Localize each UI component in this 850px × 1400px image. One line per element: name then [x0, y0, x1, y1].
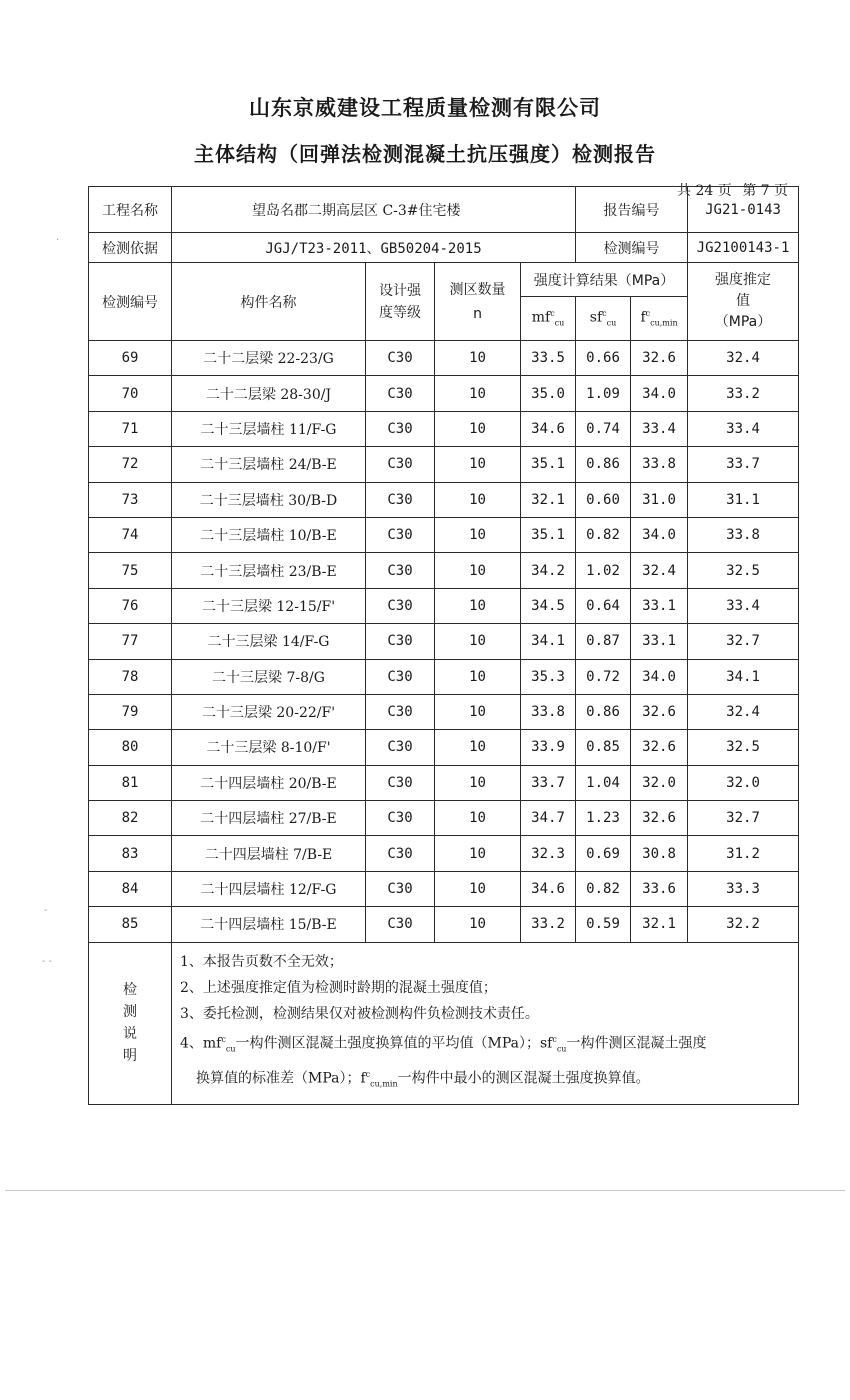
cell-id: 74	[89, 517, 172, 552]
cell-id: 76	[89, 588, 172, 623]
cell-member: 二十三层梁 7-8/G	[172, 659, 366, 694]
notes-content	[172, 942, 799, 1104]
cell-id: 71	[89, 411, 172, 446]
col-zones-text: 测区数量	[449, 281, 506, 298]
cell-est: 32.5	[688, 730, 799, 765]
cell-mf: 33.7	[521, 765, 576, 800]
cell-mf: 32.1	[521, 482, 576, 517]
note-2: 2、上述强度推定值为检测时龄期的混凝土强度值；	[180, 979, 497, 996]
cell-id: 82	[89, 801, 172, 836]
cell-grade: C30	[366, 801, 435, 836]
col-calc-header: 强度计算结果（MPa）	[521, 263, 688, 297]
table-row	[89, 730, 799, 765]
cell-n: 10	[435, 836, 521, 871]
table-row	[89, 588, 799, 623]
scan-speck: -	[44, 905, 48, 916]
table-row	[89, 765, 799, 800]
cell-mf: 34.6	[521, 871, 576, 906]
cell-grade: C30	[366, 482, 435, 517]
cell-sf: 0.60	[576, 482, 631, 517]
cell-est: 31.1	[688, 482, 799, 517]
cell-id: 75	[89, 553, 172, 588]
cell-est: 33.3	[688, 871, 799, 906]
cell-member: 二十三层梁 8-10/F'	[172, 730, 366, 765]
note-1: 1、本报告页数不全无效；	[180, 953, 343, 970]
cell-fmin: 32.1	[631, 907, 688, 942]
report-title: 主体结构（回弹法检测混凝土抗压强度）检测报告	[194, 142, 656, 166]
cell-sf: 0.86	[576, 447, 631, 482]
cell-member: 二十四层墙柱 12/F-G	[172, 871, 366, 906]
table-row	[89, 553, 799, 588]
cell-member: 二十三层墙柱 23/B-E	[172, 553, 366, 588]
col-sf-header: $sf^c_{cu}$	[576, 297, 631, 341]
col-estimate-text: 强度推定值	[715, 272, 772, 309]
cell-n: 10	[435, 801, 521, 836]
cell-id: 79	[89, 694, 172, 729]
cell-grade: C30	[366, 659, 435, 694]
cell-member: 二十三层梁 12-15/F'	[172, 588, 366, 623]
cell-n: 10	[435, 871, 521, 906]
cell-member: 二十三层梁 20-22/F'	[172, 694, 366, 729]
cell-n: 10	[435, 517, 521, 552]
cell-id: 84	[89, 871, 172, 906]
note-4: 4、$mf^c_{cu}$一构件测区混凝土强度换算值的平均值（MPa）；$sf^c_{cu}$一构件测区混凝土强度	[180, 1034, 707, 1054]
cell-grade: C30	[366, 588, 435, 623]
cell-sf: 1.09	[576, 376, 631, 411]
col-zones-header	[435, 263, 521, 341]
table-row	[89, 517, 799, 552]
cell-sf: 0.74	[576, 411, 631, 446]
table-row	[89, 907, 799, 942]
cell-est: 32.2	[688, 907, 799, 942]
cell-member: 二十三层墙柱 30/B-D	[172, 482, 366, 517]
cell-id: 73	[89, 482, 172, 517]
cell-fmin: 32.6	[631, 730, 688, 765]
cell-id: 78	[89, 659, 172, 694]
notes-row	[89, 942, 799, 1104]
cell-fmin: 32.0	[631, 765, 688, 800]
cell-fmin: 34.0	[631, 376, 688, 411]
cell-n: 10	[435, 730, 521, 765]
cell-fmin: 30.8	[631, 836, 688, 871]
cell-fmin: 32.6	[631, 694, 688, 729]
table-row	[89, 341, 799, 376]
cell-fmin: 31.0	[631, 482, 688, 517]
report-table	[88, 186, 799, 1105]
cell-grade: C30	[366, 836, 435, 871]
cell-n: 10	[435, 659, 521, 694]
cell-sf: 0.82	[576, 871, 631, 906]
col-fmin-header: $f^c_{cu,min}$	[631, 297, 688, 341]
cell-mf: 32.3	[521, 836, 576, 871]
test-no: JG2100143-1	[688, 233, 799, 263]
cell-mf: 33.5	[521, 341, 576, 376]
table-row	[89, 836, 799, 871]
report-no-label: 报告编号	[576, 187, 688, 233]
cell-grade: C30	[366, 765, 435, 800]
table-row	[89, 694, 799, 729]
company-name: 山东京威建设工程质量检测有限公司	[249, 96, 601, 120]
col-estimate-unit: （MPa）	[714, 314, 772, 330]
cell-sf: 0.69	[576, 836, 631, 871]
cell-member: 二十四层墙柱 20/B-E	[172, 765, 366, 800]
cell-est: 31.2	[688, 836, 799, 871]
cell-sf: 1.02	[576, 553, 631, 588]
col-grade-header	[366, 263, 435, 341]
cell-id: 77	[89, 624, 172, 659]
cell-fmin: 32.4	[631, 553, 688, 588]
table-row	[89, 624, 799, 659]
test-no-label: 检测编号	[576, 233, 688, 263]
cell-sf: 0.86	[576, 694, 631, 729]
cell-n: 10	[435, 341, 521, 376]
project-name-label: 工程名称	[89, 187, 172, 233]
cell-sf: 0.59	[576, 907, 631, 942]
cell-grade: C30	[366, 341, 435, 376]
scan-speck: - -	[42, 956, 52, 967]
cell-n: 10	[435, 553, 521, 588]
table-row	[89, 482, 799, 517]
column-header-row	[89, 263, 799, 297]
basis-label: 检测依据	[89, 233, 172, 263]
cell-fmin: 33.8	[631, 447, 688, 482]
cell-est: 33.4	[688, 588, 799, 623]
cell-mf: 33.2	[521, 907, 576, 942]
cell-sf: 0.72	[576, 659, 631, 694]
cell-n: 10	[435, 694, 521, 729]
cell-n: 10	[435, 624, 521, 659]
table-row	[89, 376, 799, 411]
cell-est: 32.4	[688, 694, 799, 729]
col-member-header: 构件名称	[172, 263, 366, 341]
cell-mf: 33.8	[521, 694, 576, 729]
cell-est: 32.4	[688, 341, 799, 376]
scan-edge-line	[5, 1190, 845, 1191]
data-rows	[89, 341, 799, 943]
cell-grade: C30	[366, 517, 435, 552]
page-number: 第 7 页	[742, 183, 788, 199]
cell-id: 70	[89, 376, 172, 411]
report-no: JG21-0143	[688, 187, 799, 233]
cell-grade: C30	[366, 907, 435, 942]
cell-mf: 35.0	[521, 376, 576, 411]
cell-est: 33.7	[688, 447, 799, 482]
cell-member: 二十四层墙柱 15/B-E	[172, 907, 366, 942]
cell-mf: 34.5	[521, 588, 576, 623]
cell-sf: 0.85	[576, 730, 631, 765]
table-row	[89, 871, 799, 906]
cell-member: 二十三层墙柱 10/B-E	[172, 517, 366, 552]
cell-fmin: 34.0	[631, 659, 688, 694]
table-row	[89, 411, 799, 446]
cell-mf: 33.9	[521, 730, 576, 765]
notes-label: 检 测 说 明	[89, 942, 172, 1104]
cell-member: 二十四层墙柱 27/B-E	[172, 801, 366, 836]
col-id-header: 检测编号	[89, 263, 172, 341]
cell-id: 83	[89, 836, 172, 871]
table-row	[89, 447, 799, 482]
cell-n: 10	[435, 588, 521, 623]
cell-fmin: 32.6	[631, 801, 688, 836]
cell-member: 二十三层墙柱 11/F-G	[172, 411, 366, 446]
note-4-cont: 换算值的标准差（MPa）；$f^c_{cu,min}$一构件中最小的测区混凝土强度换算值。	[196, 1070, 650, 1089]
cell-mf: 35.3	[521, 659, 576, 694]
cell-est: 34.1	[688, 659, 799, 694]
basis-row	[89, 233, 799, 263]
cell-member: 二十二层梁 22-23/G	[172, 341, 366, 376]
cell-mf: 34.7	[521, 801, 576, 836]
cell-sf: 1.04	[576, 765, 631, 800]
cell-est: 32.7	[688, 624, 799, 659]
cell-member: 二十三层墙柱 24/B-E	[172, 447, 366, 482]
cell-est: 33.8	[688, 517, 799, 552]
cell-n: 10	[435, 765, 521, 800]
cell-fmin: 33.1	[631, 624, 688, 659]
note-3: 3、委托检测，检测结果仅对被检测构件负检测技术责任。	[180, 1005, 539, 1022]
basis: JGJ/T23-2011、GB50204-2015	[172, 233, 576, 263]
cell-mf: 35.1	[521, 517, 576, 552]
col-zones-n: n	[473, 305, 482, 322]
table-row	[89, 659, 799, 694]
cell-fmin: 33.6	[631, 871, 688, 906]
cell-est: 32.0	[688, 765, 799, 800]
cell-id: 81	[89, 765, 172, 800]
cell-member: 二十三层梁 14/F-G	[172, 624, 366, 659]
cell-grade: C30	[366, 624, 435, 659]
cell-grade: C30	[366, 871, 435, 906]
cell-est: 32.7	[688, 801, 799, 836]
project-row	[89, 187, 799, 233]
cell-sf: 0.64	[576, 588, 631, 623]
cell-sf: 0.87	[576, 624, 631, 659]
cell-id: 80	[89, 730, 172, 765]
total-pages: 共 24 页	[677, 183, 732, 199]
cell-n: 10	[435, 411, 521, 446]
cell-n: 10	[435, 447, 521, 482]
project-name: 望岛名郡二期高层区 C-3#住宅楼	[172, 187, 576, 233]
cell-member: 二十四层墙柱 7/B-E	[172, 836, 366, 871]
scan-speck: .	[56, 232, 60, 243]
cell-mf: 35.1	[521, 447, 576, 482]
cell-grade: C30	[366, 447, 435, 482]
cell-grade: C30	[366, 730, 435, 765]
table-row	[89, 801, 799, 836]
cell-member: 二十二层梁 28-30/J	[172, 376, 366, 411]
cell-mf: 34.1	[521, 624, 576, 659]
cell-sf: 1.23	[576, 801, 631, 836]
cell-est: 32.5	[688, 553, 799, 588]
cell-id: 85	[89, 907, 172, 942]
cell-grade: C30	[366, 553, 435, 588]
cell-grade: C30	[366, 694, 435, 729]
cell-n: 10	[435, 907, 521, 942]
col-grade-text: 设计强度等级	[379, 282, 421, 321]
cell-fmin: 34.0	[631, 517, 688, 552]
cell-sf: 0.66	[576, 341, 631, 376]
cell-fmin: 32.6	[631, 341, 688, 376]
cell-id: 69	[89, 341, 172, 376]
cell-mf: 34.2	[521, 553, 576, 588]
col-estimate-header	[688, 263, 799, 341]
cell-grade: C30	[366, 411, 435, 446]
cell-n: 10	[435, 482, 521, 517]
cell-id: 72	[89, 447, 172, 482]
cell-n: 10	[435, 376, 521, 411]
cell-est: 33.4	[688, 411, 799, 446]
cell-fmin: 33.1	[631, 588, 688, 623]
cell-mf: 34.6	[521, 411, 576, 446]
cell-fmin: 33.4	[631, 411, 688, 446]
cell-grade: C30	[366, 376, 435, 411]
cell-est: 33.2	[688, 376, 799, 411]
col-mf-header: $mf^c_{cu}$	[521, 297, 576, 341]
cell-sf: 0.82	[576, 517, 631, 552]
